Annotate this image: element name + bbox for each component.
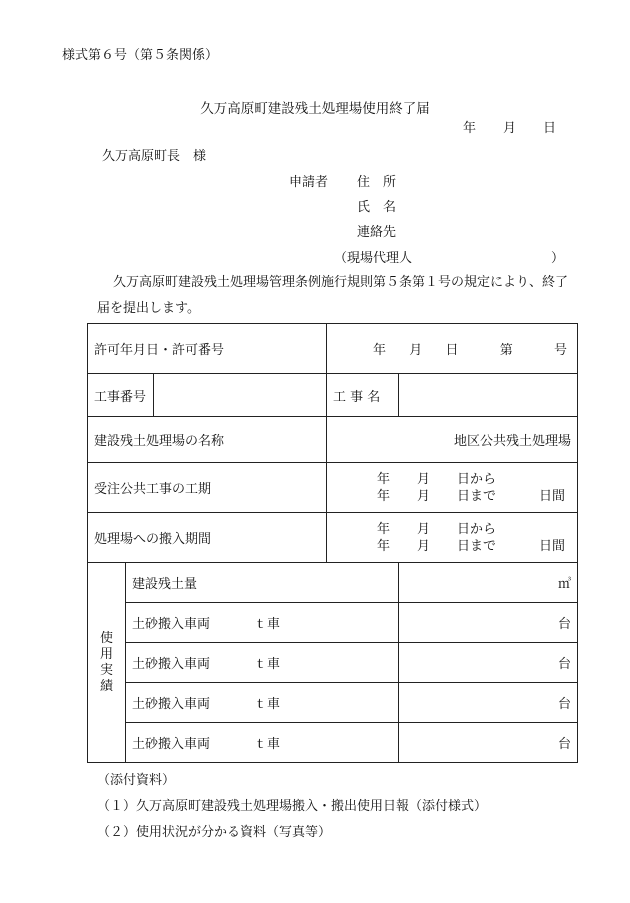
tr-from-day: 日から <box>457 521 497 537</box>
vehicle-label-text: 土砂搬入車両 <box>132 737 211 752</box>
vehicle-count-unit: 台 <box>399 723 578 763</box>
form-label: 様式第６号（第５条関係） <box>62 48 219 63</box>
work-name-value[interactable] <box>399 374 578 417</box>
table-row <box>88 603 578 643</box>
vehicle-count-unit: 台 <box>399 603 578 643</box>
vehicle-label-text: 土砂搬入車両 <box>132 657 211 672</box>
vehicle-label-text: 土砂搬入車両 <box>132 697 211 712</box>
vehicle-count-unit: 台 <box>399 683 578 723</box>
vehicle-label <box>126 683 399 723</box>
pw-days: 日間 <box>539 488 566 504</box>
attachments-title: （添付資料） <box>97 773 176 788</box>
tr-to-day: 日まで <box>457 538 497 554</box>
addressee: 久万高原町長 様 <box>102 149 207 164</box>
usage-char: 使 <box>99 630 113 646</box>
permit-month: 月 <box>409 343 423 358</box>
table-row <box>88 563 578 603</box>
permit-day: 日 <box>445 343 459 358</box>
table-row <box>88 417 578 463</box>
tr-to-month: 月 <box>417 538 431 554</box>
facility-value: 地区公共残土処理場 <box>327 417 578 463</box>
pw-to-month: 月 <box>417 488 431 504</box>
pw-from-year: 年 <box>377 471 391 487</box>
pw-to-day: 日まで <box>457 488 497 504</box>
attachment-item: （２）使用状況が分かる資料（写真等） <box>97 825 332 840</box>
permit-label: 許可年月日・許可番号 <box>88 324 327 374</box>
tr-days: 日間 <box>539 538 566 554</box>
permit-no: 第 <box>499 343 513 358</box>
vehicle-label-text: 土砂搬入車両 <box>132 617 211 632</box>
pw-to-year: 年 <box>377 488 391 504</box>
usage-char: 用 <box>99 646 113 662</box>
work-number-value[interactable] <box>154 374 327 417</box>
vehicle-ton: ｔ車 <box>254 697 281 712</box>
vehicle-count-unit: 台 <box>399 643 578 683</box>
tr-from-year: 年 <box>377 521 391 537</box>
usage-group-label <box>88 563 126 763</box>
work-name-label: 工 事 名 <box>327 374 399 417</box>
transport-period <box>327 513 578 563</box>
contact-label: 連絡先 <box>357 225 397 240</box>
pw-from-day: 日から <box>457 471 497 487</box>
site-agent-label: （現場代理人 <box>334 251 413 266</box>
attachment-item: （１）久万高原町建設残土処理場搬入・搬出使用日報（添付様式） <box>97 799 488 814</box>
vehicle-label <box>126 723 399 763</box>
usage-char: 実 <box>99 662 113 678</box>
permit-go: 号 <box>554 343 568 358</box>
usage-char: 績 <box>99 678 113 694</box>
body-text: 久万高原町建設残土処理場管理条例施行規則第５条第１号の規定により、終了届を提出します。 <box>97 275 569 316</box>
work-number-label: 工事番号 <box>88 374 154 417</box>
date-day: 日 <box>543 121 557 136</box>
vehicle-ton: ｔ車 <box>254 737 281 752</box>
date-month: 月 <box>503 121 517 136</box>
table-row <box>88 374 578 417</box>
vehicle-label <box>126 643 399 683</box>
pw-from-month: 月 <box>417 471 431 487</box>
public-work-period <box>327 463 578 513</box>
table-row <box>88 513 578 563</box>
soil-amount-label: 建設残土量 <box>126 563 399 603</box>
applicant-label: 申請者 <box>289 175 329 190</box>
date-year: 年 <box>463 121 477 136</box>
address-label: 住 所 <box>357 175 397 190</box>
vehicle-ton: ｔ車 <box>254 617 281 632</box>
public-work-label: 受注公共工事の工期 <box>88 463 327 513</box>
vehicle-label <box>126 603 399 643</box>
transport-label: 処理場への搬入期間 <box>88 513 327 563</box>
table-row <box>88 463 578 513</box>
soil-amount-unit: ㎥ <box>399 563 578 603</box>
document-title: 久万高原町建設残土処理場使用終了届 <box>200 101 430 117</box>
table-row <box>88 324 578 374</box>
table-row <box>88 683 578 723</box>
tr-to-year: 年 <box>377 538 391 554</box>
report-table <box>87 323 578 763</box>
tr-from-month: 月 <box>417 521 431 537</box>
vehicle-ton: ｔ車 <box>254 657 281 672</box>
table-row <box>88 643 578 683</box>
facility-label: 建設残土処理場の名称 <box>88 417 327 463</box>
name-label: 氏 名 <box>357 200 397 215</box>
table-row <box>88 723 578 763</box>
site-agent-close: ） <box>551 251 565 266</box>
submission-date <box>463 117 556 136</box>
permit-value <box>327 324 578 374</box>
permit-year: 年 <box>373 343 387 358</box>
